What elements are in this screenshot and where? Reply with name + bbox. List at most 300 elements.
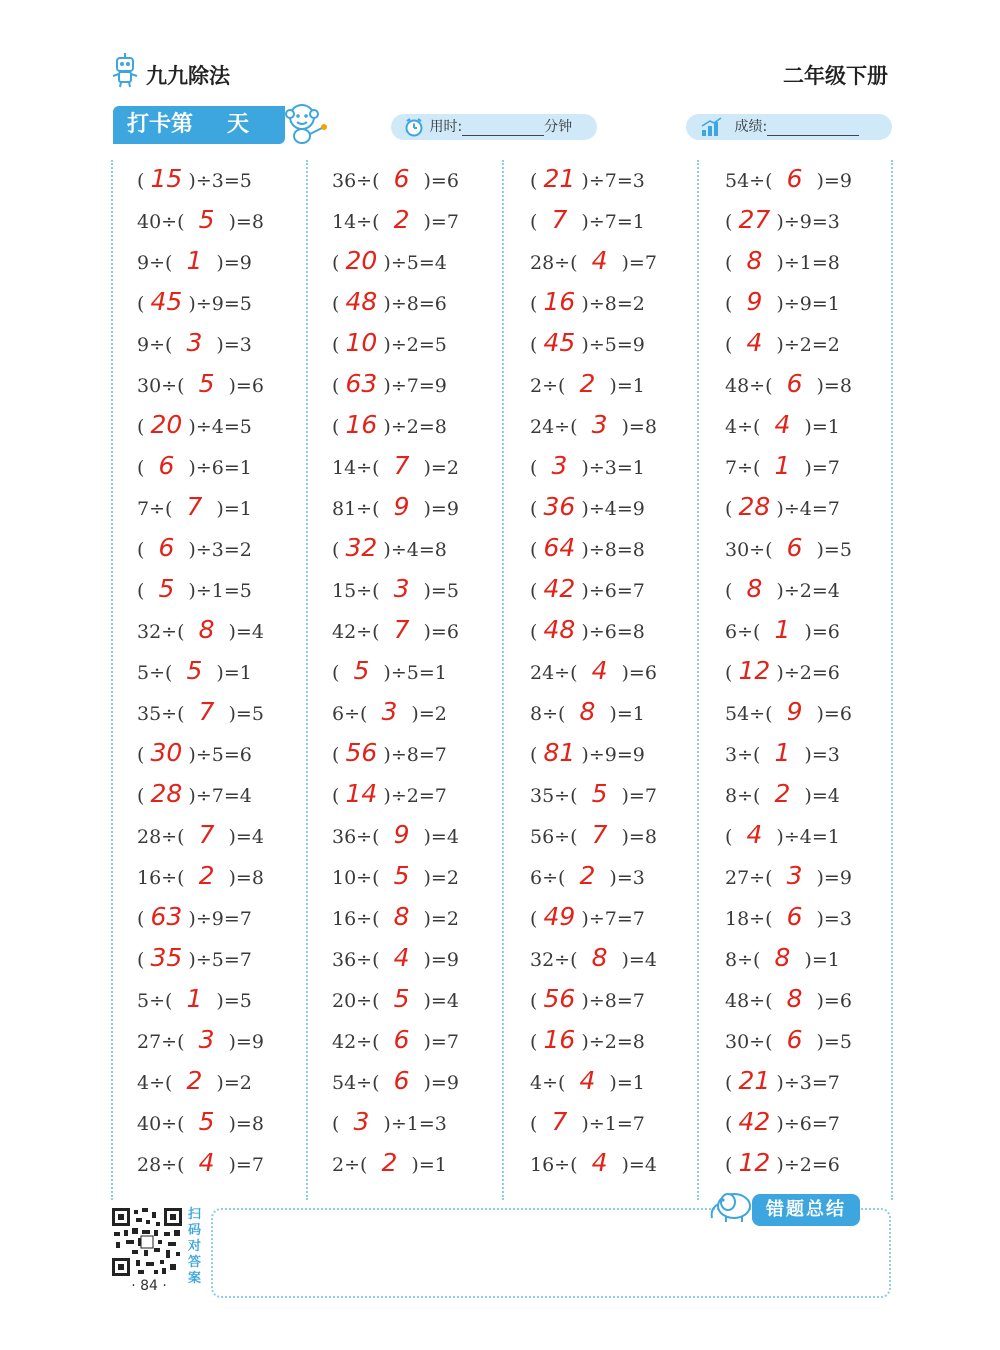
problem-row bbox=[530, 1060, 645, 1101]
problem-prefix: 10÷( bbox=[332, 867, 380, 889]
problem-row bbox=[332, 609, 459, 650]
problem-row bbox=[530, 896, 645, 937]
problem-row bbox=[530, 199, 645, 240]
handwritten-answer[interactable]: 56 bbox=[543, 984, 576, 1013]
problem-suffix: )=9 bbox=[228, 1031, 264, 1053]
handwritten-answer[interactable]: 3 bbox=[186, 328, 203, 357]
problem-prefix: 30÷( bbox=[725, 539, 773, 561]
problem-row bbox=[332, 240, 447, 281]
problem-suffix: )=2 bbox=[423, 867, 459, 889]
problem-row bbox=[530, 281, 645, 322]
handwritten-answer[interactable]: 10 bbox=[345, 328, 378, 357]
problem-suffix: )=2 bbox=[423, 457, 459, 479]
problem-prefix: ( bbox=[530, 990, 538, 1012]
column-divider bbox=[502, 160, 504, 1200]
problem-suffix: )÷6=7 bbox=[581, 580, 645, 602]
problem-prefix: 6÷( bbox=[530, 867, 566, 889]
problem-row bbox=[332, 322, 447, 363]
problem-prefix: ( bbox=[530, 744, 538, 766]
problem-suffix: )=1 bbox=[609, 1072, 645, 1094]
problem-row bbox=[332, 199, 459, 240]
handwritten-answer[interactable]: 42 bbox=[738, 1107, 771, 1136]
problem-row bbox=[332, 527, 447, 568]
handwritten-answer[interactable]: 16 bbox=[543, 1025, 576, 1054]
problem-suffix: )÷5=1 bbox=[383, 662, 447, 684]
problem-row bbox=[137, 732, 252, 773]
problem-suffix: )÷2=5 bbox=[383, 334, 447, 356]
handwritten-answer[interactable]: 3 bbox=[353, 1107, 370, 1136]
problem-suffix: )÷6=7 bbox=[776, 1113, 840, 1135]
problem-suffix: )=1 bbox=[216, 498, 252, 520]
handwritten-answer[interactable]: 4 bbox=[591, 1148, 608, 1177]
handwritten-answer[interactable]: 48 bbox=[345, 287, 378, 316]
problem-row bbox=[530, 1142, 657, 1183]
handwritten-answer[interactable]: 4 bbox=[746, 820, 763, 849]
problem-row bbox=[725, 691, 852, 732]
problem-suffix: )÷7=4 bbox=[188, 785, 252, 807]
handwritten-answer[interactable]: 5 bbox=[198, 1107, 215, 1136]
handwritten-answer[interactable]: 32 bbox=[345, 533, 378, 562]
handwritten-answer[interactable]: 6 bbox=[158, 451, 175, 480]
problem-row bbox=[725, 978, 852, 1019]
handwritten-answer[interactable]: 21 bbox=[543, 164, 576, 193]
problem-suffix: )÷7=7 bbox=[581, 908, 645, 930]
handwritten-answer[interactable]: 15 bbox=[150, 164, 183, 193]
problem-row bbox=[137, 691, 264, 732]
problem-row bbox=[332, 445, 459, 486]
problem-prefix: ( bbox=[137, 580, 145, 602]
handwritten-answer[interactable]: 8 bbox=[198, 615, 215, 644]
handwritten-answer[interactable]: 12 bbox=[738, 1148, 771, 1177]
problem-prefix: ( bbox=[530, 580, 538, 602]
problem-prefix: ( bbox=[332, 252, 340, 274]
problem-suffix: )÷5=4 bbox=[383, 252, 447, 274]
problem-prefix: ( bbox=[725, 498, 733, 520]
handwritten-answer[interactable]: 8 bbox=[786, 984, 803, 1013]
problem-prefix: 36÷( bbox=[332, 170, 380, 192]
problem-suffix: )÷3=1 bbox=[581, 457, 645, 479]
handwritten-answer[interactable]: 5 bbox=[198, 369, 215, 398]
handwritten-answer[interactable]: 2 bbox=[579, 861, 596, 890]
problem-suffix: )=4 bbox=[621, 1154, 657, 1176]
problem-suffix: )=1 bbox=[804, 949, 840, 971]
problem-prefix: 3÷( bbox=[725, 744, 761, 766]
mistake-summary-label: 错题总结 bbox=[752, 1194, 860, 1226]
problem-row bbox=[137, 609, 264, 650]
handwritten-answer[interactable]: 28 bbox=[150, 779, 183, 808]
handwritten-answer[interactable]: 2 bbox=[381, 1148, 398, 1177]
problem-suffix: )=5 bbox=[216, 990, 252, 1012]
problem-suffix: )=7 bbox=[423, 211, 459, 233]
problem-row bbox=[137, 814, 264, 855]
problem-prefix: 24÷( bbox=[530, 416, 578, 438]
handwritten-answer[interactable]: 6 bbox=[393, 1025, 410, 1054]
handwritten-answer[interactable]: 6 bbox=[393, 164, 410, 193]
handwritten-answer[interactable]: 30 bbox=[150, 738, 183, 767]
problem-prefix: ( bbox=[137, 539, 145, 561]
problem-prefix: ( bbox=[137, 170, 145, 192]
problem-suffix: )=6 bbox=[423, 170, 459, 192]
handwritten-answer[interactable]: 7 bbox=[591, 820, 608, 849]
problem-suffix: )=8 bbox=[816, 375, 852, 397]
handwritten-answer[interactable]: 5 bbox=[591, 779, 608, 808]
handwritten-answer[interactable]: 56 bbox=[345, 738, 378, 767]
problem-row bbox=[725, 445, 840, 486]
handwritten-answer[interactable]: 6 bbox=[393, 1066, 410, 1095]
problem-row bbox=[332, 363, 447, 404]
problem-prefix: 27÷( bbox=[137, 1031, 185, 1053]
problem-prefix: ( bbox=[530, 457, 538, 479]
problem-suffix: )=3 bbox=[816, 908, 852, 930]
problem-row bbox=[725, 1019, 852, 1060]
problem-row bbox=[530, 773, 657, 814]
problem-suffix: )÷4=9 bbox=[581, 498, 645, 520]
handwritten-answer[interactable]: 9 bbox=[393, 492, 410, 521]
problem-suffix: )÷3=5 bbox=[188, 170, 252, 192]
handwritten-answer[interactable]: 48 bbox=[543, 615, 576, 644]
handwritten-answer[interactable]: 8 bbox=[774, 943, 791, 972]
problem-prefix: 32÷( bbox=[530, 949, 578, 971]
problem-row bbox=[725, 568, 840, 609]
handwritten-answer[interactable]: 5 bbox=[158, 574, 175, 603]
problem-row bbox=[332, 1101, 447, 1142]
problem-row bbox=[725, 937, 840, 978]
handwritten-answer[interactable]: 8 bbox=[746, 246, 763, 275]
handwritten-answer[interactable]: 2 bbox=[198, 861, 215, 890]
handwritten-answer[interactable]: 6 bbox=[786, 902, 803, 931]
problem-suffix: )=7 bbox=[228, 1154, 264, 1176]
handwritten-answer[interactable]: 8 bbox=[393, 902, 410, 931]
problem-suffix: )÷7=9 bbox=[383, 375, 447, 397]
handwritten-answer[interactable]: 45 bbox=[150, 287, 183, 316]
problem-row bbox=[530, 404, 657, 445]
problem-prefix: 9÷( bbox=[137, 252, 173, 274]
qr-code-icon bbox=[110, 1206, 184, 1278]
problem-row bbox=[137, 240, 252, 281]
problem-prefix: 8÷( bbox=[725, 949, 761, 971]
column-divider bbox=[111, 160, 113, 1200]
handwritten-answer[interactable]: 45 bbox=[543, 328, 576, 357]
problem-suffix: )=4 bbox=[621, 949, 657, 971]
time-unit: 分钟 bbox=[544, 119, 573, 135]
handwritten-answer[interactable]: 3 bbox=[198, 1025, 215, 1054]
problem-row bbox=[332, 1019, 459, 1060]
handwritten-answer[interactable]: 1 bbox=[774, 615, 791, 644]
problem-prefix: 27÷( bbox=[725, 867, 773, 889]
problem-prefix: 81÷( bbox=[332, 498, 380, 520]
problem-row bbox=[725, 527, 852, 568]
problem-row bbox=[725, 609, 840, 650]
problem-row bbox=[332, 732, 447, 773]
handwritten-answer[interactable]: 20 bbox=[150, 410, 183, 439]
problem-suffix: )÷8=2 bbox=[581, 293, 645, 315]
handwritten-answer[interactable]: 49 bbox=[543, 902, 576, 931]
problem-prefix: ( bbox=[137, 908, 145, 930]
problem-prefix: ( bbox=[725, 662, 733, 684]
handwritten-answer[interactable]: 7 bbox=[198, 820, 215, 849]
problem-row bbox=[332, 855, 459, 896]
bar-chart-icon bbox=[700, 116, 724, 138]
problem-row bbox=[530, 650, 657, 691]
problem-suffix: )=9 bbox=[423, 1072, 459, 1094]
handwritten-answer[interactable]: 2 bbox=[186, 1066, 203, 1095]
problem-row bbox=[137, 937, 252, 978]
problem-suffix: )=9 bbox=[216, 252, 252, 274]
problem-row bbox=[137, 1060, 252, 1101]
problem-suffix: )÷8=6 bbox=[383, 293, 447, 315]
problem-prefix: 48÷( bbox=[725, 375, 773, 397]
punch-card-tab bbox=[113, 106, 285, 144]
problem-row bbox=[137, 281, 252, 322]
problem-prefix: 9÷( bbox=[137, 334, 173, 356]
handwritten-answer[interactable]: 8 bbox=[591, 943, 608, 972]
problem-row bbox=[530, 1101, 645, 1142]
problem-row bbox=[530, 322, 645, 363]
handwritten-answer[interactable]: 9 bbox=[746, 287, 763, 316]
handwritten-answer[interactable]: 3 bbox=[591, 410, 608, 439]
handwritten-answer[interactable]: 63 bbox=[345, 369, 378, 398]
problem-suffix: )÷9=9 bbox=[581, 744, 645, 766]
problem-row bbox=[137, 650, 252, 691]
problem-suffix: )=3 bbox=[804, 744, 840, 766]
handwritten-answer[interactable]: 8 bbox=[579, 697, 596, 726]
punch-label: 打卡第 bbox=[127, 112, 194, 137]
handwritten-answer[interactable]: 9 bbox=[393, 820, 410, 849]
problem-prefix: 48÷( bbox=[725, 990, 773, 1012]
handwritten-answer[interactable]: 7 bbox=[551, 205, 568, 234]
problem-row bbox=[137, 158, 252, 199]
handwritten-answer[interactable]: 4 bbox=[591, 656, 608, 685]
problem-row bbox=[332, 650, 447, 691]
problem-prefix: ( bbox=[137, 744, 145, 766]
handwritten-answer[interactable]: 4 bbox=[198, 1148, 215, 1177]
handwritten-answer[interactable]: 35 bbox=[150, 943, 183, 972]
handwritten-answer[interactable]: 4 bbox=[746, 328, 763, 357]
problem-prefix: ( bbox=[530, 908, 538, 930]
problem-prefix: 54÷( bbox=[332, 1072, 380, 1094]
problem-suffix: )÷9=7 bbox=[188, 908, 252, 930]
handwritten-answer[interactable]: 20 bbox=[345, 246, 378, 275]
handwritten-answer[interactable]: 5 bbox=[393, 984, 410, 1013]
problem-prefix: 56÷( bbox=[530, 826, 578, 848]
problem-suffix: )=4 bbox=[423, 826, 459, 848]
problem-prefix: 2÷( bbox=[332, 1154, 368, 1176]
scan-for-answers-label: 扫码对答案 bbox=[188, 1207, 202, 1286]
handwritten-answer[interactable]: 1 bbox=[774, 451, 791, 480]
handwritten-answer[interactable]: 64 bbox=[543, 533, 576, 562]
problem-prefix: ( bbox=[530, 498, 538, 520]
problem-row bbox=[137, 1101, 264, 1142]
problem-row bbox=[332, 691, 447, 732]
handwritten-answer[interactable]: 36 bbox=[543, 492, 576, 521]
problem-prefix: ( bbox=[725, 293, 733, 315]
problem-suffix: )=6 bbox=[816, 990, 852, 1012]
problem-suffix: )=5 bbox=[816, 1031, 852, 1053]
problem-suffix: )÷2=4 bbox=[776, 580, 840, 602]
elephant-mascot-icon bbox=[706, 1188, 754, 1224]
problem-suffix: )=1 bbox=[216, 662, 252, 684]
handwritten-answer[interactable]: 6 bbox=[786, 164, 803, 193]
problem-row bbox=[332, 158, 459, 199]
problem-suffix: )=4 bbox=[228, 621, 264, 643]
handwritten-answer[interactable]: 1 bbox=[186, 984, 203, 1013]
problem-suffix: )=6 bbox=[816, 703, 852, 725]
column-divider bbox=[697, 160, 699, 1200]
book-title: 九九除法 bbox=[146, 64, 230, 88]
problem-suffix: )÷1=8 bbox=[776, 252, 840, 274]
problem-prefix: 8÷( bbox=[530, 703, 566, 725]
problem-row bbox=[137, 773, 252, 814]
time-blank[interactable] bbox=[462, 119, 544, 136]
problem-prefix: ( bbox=[530, 539, 538, 561]
problem-suffix: )÷5=9 bbox=[581, 334, 645, 356]
problem-suffix: )=7 bbox=[423, 1031, 459, 1053]
handwritten-answer[interactable]: 6 bbox=[158, 533, 175, 562]
problem-suffix: )=2 bbox=[423, 908, 459, 930]
handwritten-answer[interactable]: 5 bbox=[186, 656, 203, 685]
problem-row bbox=[137, 855, 264, 896]
handwritten-answer[interactable]: 7 bbox=[198, 697, 215, 726]
handwritten-answer[interactable]: 1 bbox=[186, 246, 203, 275]
problem-row bbox=[530, 158, 645, 199]
handwritten-answer[interactable]: 4 bbox=[579, 1066, 596, 1095]
problem-row bbox=[725, 855, 852, 896]
problem-prefix: ( bbox=[332, 785, 340, 807]
handwritten-answer[interactable]: 6 bbox=[786, 533, 803, 562]
handwritten-answer[interactable]: 7 bbox=[186, 492, 203, 521]
problem-prefix: 7÷( bbox=[137, 498, 173, 520]
handwritten-answer[interactable]: 1 bbox=[774, 738, 791, 767]
problem-suffix: )=6 bbox=[423, 621, 459, 643]
problem-row bbox=[332, 814, 459, 855]
problem-suffix: )=8 bbox=[621, 416, 657, 438]
handwritten-answer[interactable]: 8 bbox=[746, 574, 763, 603]
problem-suffix: )÷2=8 bbox=[383, 416, 447, 438]
handwritten-answer[interactable]: 4 bbox=[393, 943, 410, 972]
problem-prefix: 20÷( bbox=[332, 990, 380, 1012]
handwritten-answer[interactable]: 28 bbox=[738, 492, 771, 521]
problem-prefix: ( bbox=[725, 334, 733, 356]
problem-row bbox=[530, 937, 657, 978]
handwritten-answer[interactable]: 63 bbox=[150, 902, 183, 931]
problem-prefix: ( bbox=[332, 1113, 340, 1135]
problem-suffix: )÷2=6 bbox=[776, 1154, 840, 1176]
problem-row bbox=[137, 322, 252, 363]
handwritten-answer[interactable]: 6 bbox=[786, 1025, 803, 1054]
handwritten-answer[interactable]: 6 bbox=[786, 369, 803, 398]
problem-suffix: )=5 bbox=[816, 539, 852, 561]
problem-row bbox=[137, 896, 252, 937]
handwritten-answer[interactable]: 5 bbox=[198, 205, 215, 234]
handwritten-answer[interactable]: 21 bbox=[738, 1066, 771, 1095]
problem-row bbox=[725, 322, 840, 363]
problem-row bbox=[530, 609, 645, 650]
handwritten-answer[interactable]: 4 bbox=[774, 410, 791, 439]
problem-suffix: )=1 bbox=[411, 1154, 447, 1176]
problem-suffix: )÷1=7 bbox=[581, 1113, 645, 1135]
handwritten-answer[interactable]: 3 bbox=[381, 697, 398, 726]
problem-row bbox=[725, 404, 840, 445]
handwritten-answer[interactable]: 7 bbox=[551, 1107, 568, 1136]
score-blank[interactable] bbox=[767, 119, 859, 136]
problem-prefix: 28÷( bbox=[530, 252, 578, 274]
column-divider bbox=[306, 160, 308, 1200]
problem-suffix: )=2 bbox=[411, 703, 447, 725]
handwritten-answer[interactable]: 5 bbox=[393, 861, 410, 890]
problem-prefix: ( bbox=[530, 170, 538, 192]
problem-row bbox=[137, 199, 264, 240]
problem-suffix: )÷2=6 bbox=[776, 662, 840, 684]
problem-row bbox=[530, 732, 645, 773]
handwritten-answer[interactable]: 4 bbox=[591, 246, 608, 275]
handwritten-answer[interactable]: 7 bbox=[393, 451, 410, 480]
problem-prefix: 28÷( bbox=[137, 1154, 185, 1176]
handwritten-answer[interactable]: 42 bbox=[543, 574, 576, 603]
problem-prefix: 32÷( bbox=[137, 621, 185, 643]
problem-prefix: 4÷( bbox=[137, 1072, 173, 1094]
handwritten-answer[interactable]: 3 bbox=[786, 861, 803, 890]
problem-row bbox=[725, 732, 840, 773]
problem-row bbox=[725, 199, 840, 240]
handwritten-answer[interactable]: 9 bbox=[786, 697, 803, 726]
problem-suffix: )=4 bbox=[804, 785, 840, 807]
problem-row bbox=[530, 527, 645, 568]
problem-suffix: )÷5=7 bbox=[188, 949, 252, 971]
problem-row bbox=[137, 363, 264, 404]
time-label: 用时: bbox=[429, 119, 463, 135]
problem-prefix: ( bbox=[332, 744, 340, 766]
handwritten-answer[interactable]: 12 bbox=[738, 656, 771, 685]
problem-row bbox=[725, 281, 840, 322]
problem-row bbox=[725, 1101, 840, 1142]
problem-row bbox=[137, 1142, 264, 1183]
handwritten-answer[interactable]: 27 bbox=[738, 205, 771, 234]
problem-suffix: )=7 bbox=[621, 785, 657, 807]
problem-suffix: )=6 bbox=[228, 375, 264, 397]
punch-day-label: 天 bbox=[227, 112, 250, 137]
problem-prefix: 36÷( bbox=[332, 949, 380, 971]
handwritten-answer[interactable]: 16 bbox=[543, 287, 576, 316]
handwritten-answer[interactable]: 2 bbox=[774, 779, 791, 808]
problem-prefix: 35÷( bbox=[530, 785, 578, 807]
handwritten-answer[interactable]: 3 bbox=[393, 574, 410, 603]
problem-suffix: )=7 bbox=[621, 252, 657, 274]
problem-prefix: ( bbox=[332, 539, 340, 561]
problem-suffix: )=8 bbox=[228, 1113, 264, 1135]
problem-prefix: 5÷( bbox=[137, 662, 173, 684]
handwritten-answer[interactable]: 2 bbox=[579, 369, 596, 398]
problem-row bbox=[725, 1142, 840, 1183]
problem-row bbox=[332, 937, 459, 978]
problem-prefix: 30÷( bbox=[725, 1031, 773, 1053]
handwritten-answer[interactable]: 81 bbox=[543, 738, 576, 767]
handwritten-answer[interactable]: 16 bbox=[345, 410, 378, 439]
problem-prefix: 14÷( bbox=[332, 457, 380, 479]
handwritten-answer[interactable]: 14 bbox=[345, 779, 378, 808]
problem-suffix: )÷7=1 bbox=[581, 211, 645, 233]
handwritten-answer[interactable]: 2 bbox=[393, 205, 410, 234]
handwritten-answer[interactable]: 5 bbox=[353, 656, 370, 685]
problem-prefix: 16÷( bbox=[530, 1154, 578, 1176]
handwritten-answer[interactable]: 3 bbox=[551, 451, 568, 480]
problem-suffix: )=3 bbox=[216, 334, 252, 356]
problem-row bbox=[332, 1060, 459, 1101]
problem-prefix: ( bbox=[725, 252, 733, 274]
problem-suffix: )÷1=5 bbox=[188, 580, 252, 602]
column-divider bbox=[891, 160, 893, 1200]
handwritten-answer[interactable]: 7 bbox=[393, 615, 410, 644]
problem-row bbox=[725, 363, 852, 404]
